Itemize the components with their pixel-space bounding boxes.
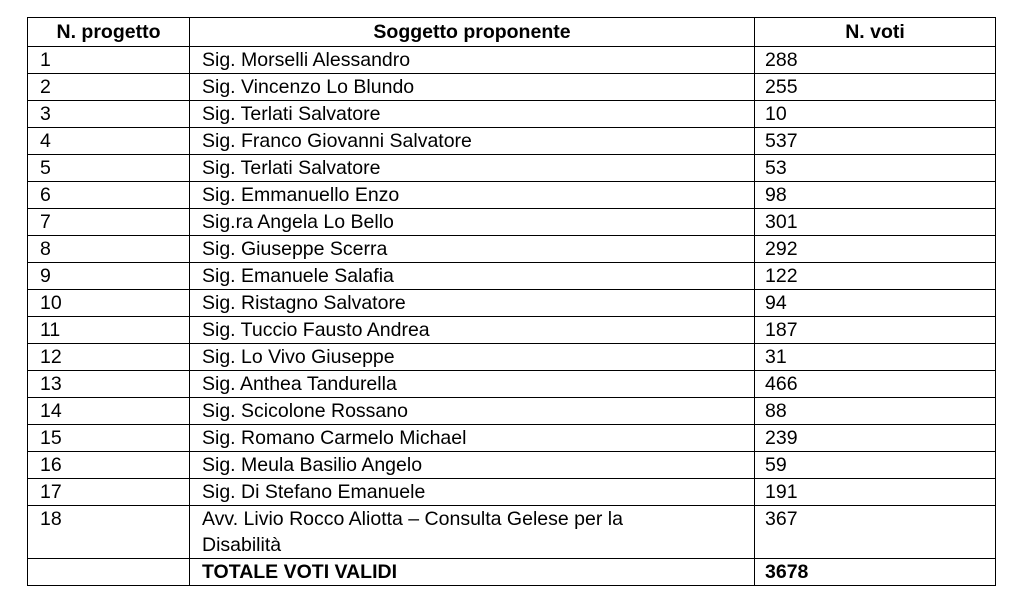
table-row [28,452,996,479]
table-row [28,74,996,101]
proposer-cell: Sig. Vincenzo Lo Blundo [190,74,755,101]
table-row [28,101,996,128]
proposer-cell: Sig. Anthea Tandurella [190,371,755,398]
project-number-cell: 6 [28,182,190,209]
project-number-cell: 12 [28,344,190,371]
proposer-cell: Sig. Lo Vivo Giuseppe [190,344,755,371]
project-number-cell: 16 [28,452,190,479]
project-number-cell: 15 [28,425,190,452]
table-row [28,182,996,209]
votes-cell: 301 [755,209,996,236]
table-row [28,317,996,344]
proposer-cell: Sig. Giuseppe Scerra [190,236,755,263]
total-empty-cell [28,559,190,586]
proposer-cell: Sig. Meula Basilio Angelo [190,452,755,479]
header-row [28,18,996,47]
votes-cell: 122 [755,263,996,290]
project-number-cell: 5 [28,155,190,182]
votes-cell: 187 [755,317,996,344]
table-row [28,479,996,506]
proposer-cell: Sig. Tuccio Fausto Andrea [190,317,755,344]
project-number-cell: 4 [28,128,190,155]
table-row [28,371,996,398]
table-row [28,236,996,263]
votes-cell: 88 [755,398,996,425]
proposer-cell: Sig.ra Angela Lo Bello [190,209,755,236]
proposer-cell: Sig. Terlati Salvatore [190,101,755,128]
proposer-cell: Sig. Romano Carmelo Michael [190,425,755,452]
votes-cell: 94 [755,290,996,317]
votes-cell: 255 [755,74,996,101]
proposer-cell: Avv. Livio Rocco Aliotta – Consulta Gelese per la Disabilità [190,506,755,559]
project-number-cell: 11 [28,317,190,344]
project-number-cell: 9 [28,263,190,290]
proposer-cell: Sig. Emmanuello Enzo [190,182,755,209]
votes-cell: 59 [755,452,996,479]
votes-cell: 98 [755,182,996,209]
votes-cell: 31 [755,344,996,371]
table-header [28,18,996,47]
table-row [28,425,996,452]
project-number-cell: 2 [28,74,190,101]
project-number-cell: 18 [28,506,190,559]
votes-cell: 367 [755,506,996,559]
total-value: 3678 [755,559,996,586]
table-row [28,209,996,236]
votes-cell: 292 [755,236,996,263]
project-number-cell: 10 [28,290,190,317]
table-row [28,155,996,182]
proposer-cell: Sig. Franco Giovanni Salvatore [190,128,755,155]
proposer-cell: Sig. Ristagno Salvatore [190,290,755,317]
header-votes: N. voti [755,18,996,47]
votes-cell: 53 [755,155,996,182]
table-row [28,128,996,155]
project-number-cell: 1 [28,47,190,74]
votes-cell: 288 [755,47,996,74]
table-row [28,290,996,317]
proposer-cell: Sig. Terlati Salvatore [190,155,755,182]
table-row [28,263,996,290]
table-body [28,47,996,586]
table-row [28,398,996,425]
proposer-cell: Sig. Di Stefano Emanuele [190,479,755,506]
project-number-cell: 13 [28,371,190,398]
project-number-cell: 14 [28,398,190,425]
total-row [28,559,996,586]
project-number-cell: 7 [28,209,190,236]
project-number-cell: 3 [28,101,190,128]
votes-cell: 10 [755,101,996,128]
total-label: TOTALE VOTI VALIDI [190,559,755,586]
votes-cell: 466 [755,371,996,398]
proposer-cell: Sig. Emanuele Salafia [190,263,755,290]
header-proposer: Soggetto proponente [190,18,755,47]
votes-cell: 191 [755,479,996,506]
table-row [28,47,996,74]
project-number-cell: 8 [28,236,190,263]
header-project-number: N. progetto [28,18,190,47]
table-row [28,506,996,559]
votes-cell: 239 [755,425,996,452]
proposer-cell: Sig. Scicolone Rossano [190,398,755,425]
votes-table [27,17,996,586]
votes-cell: 537 [755,128,996,155]
table-row [28,344,996,371]
project-number-cell: 17 [28,479,190,506]
proposer-cell: Sig. Morselli Alessandro [190,47,755,74]
